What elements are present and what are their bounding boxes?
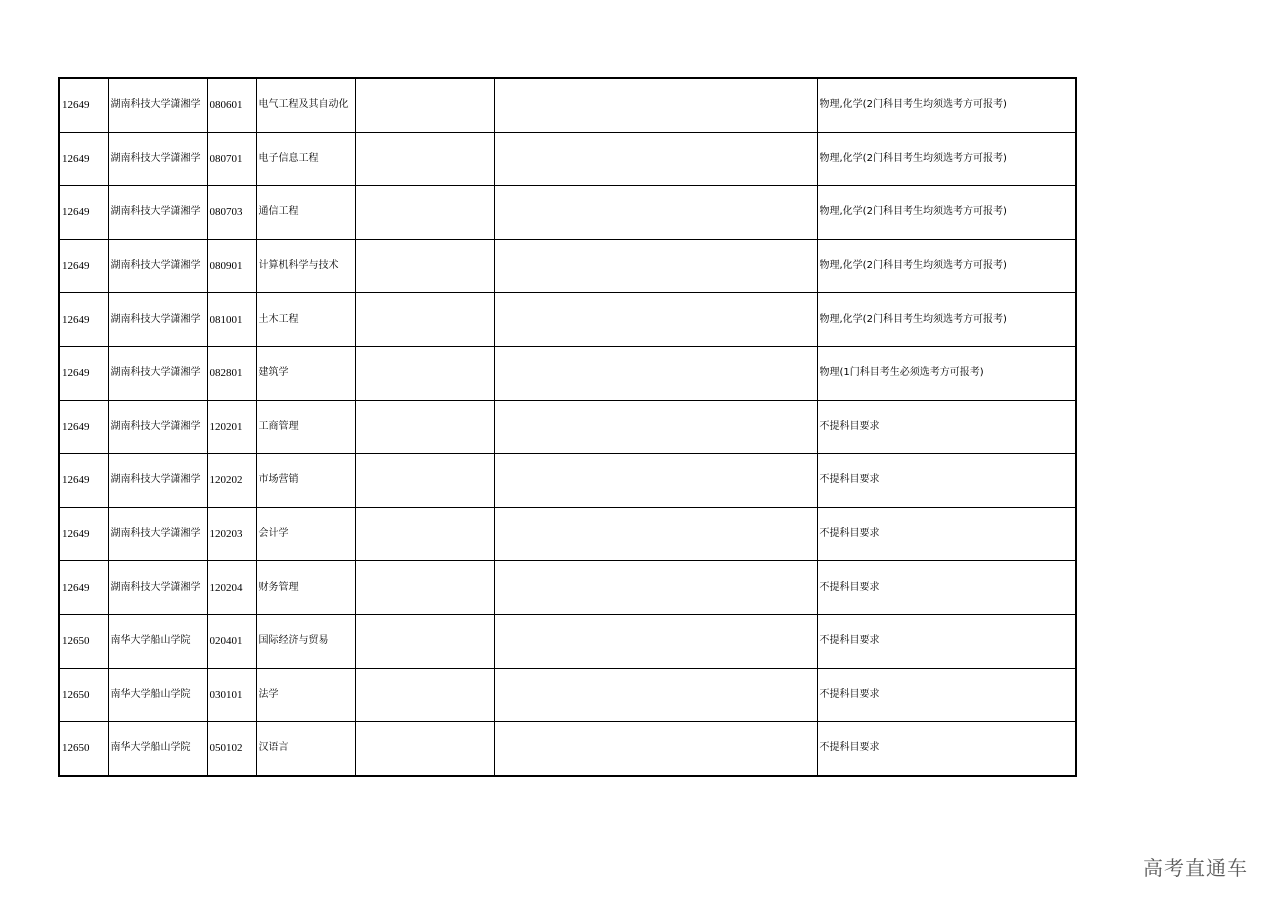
major-name-cell: 土木工程 [256,293,355,347]
school-name-cell: 湖南科技大学潇湘学 [108,400,207,454]
table-row [59,722,1076,776]
blank-cell-6 [494,346,817,400]
blank-cell-5 [355,668,494,722]
table-row [59,614,1076,668]
school-name-cell: 湖南科技大学潇湘学 [108,186,207,240]
major-code-cell: 080901 [207,239,256,293]
school-code-cell: 12650 [59,614,108,668]
subject-requirement-cell: 不提科目要求 [817,668,1076,722]
school-code-cell: 12649 [59,561,108,615]
blank-cell-5 [355,293,494,347]
subject-requirement-cell: 不提科目要求 [817,400,1076,454]
school-code-cell: 12650 [59,668,108,722]
table-row [59,454,1076,508]
table-row [59,132,1076,186]
major-name-cell: 法学 [256,668,355,722]
blank-cell-5 [355,614,494,668]
watermark-logo-text: 高考直通车 [1143,856,1248,880]
school-name-cell: 湖南科技大学潇湘学 [108,239,207,293]
blank-cell-6 [494,722,817,776]
blank-cell-6 [494,400,817,454]
major-code-cell: 080703 [207,186,256,240]
school-code-cell: 12649 [59,293,108,347]
blank-cell-5 [355,346,494,400]
school-name-cell: 南华大学船山学院 [108,668,207,722]
blank-cell-5 [355,132,494,186]
blank-cell-5 [355,507,494,561]
subject-requirement-cell: 不提科目要求 [817,722,1076,776]
school-name-cell: 湖南科技大学潇湘学 [108,78,207,132]
blank-cell-6 [494,507,817,561]
school-name-cell: 湖南科技大学潇湘学 [108,132,207,186]
blank-cell-5 [355,561,494,615]
table-row [59,346,1076,400]
school-name-cell: 南华大学船山学院 [108,614,207,668]
enrollment-table [58,77,1077,777]
blank-cell-6 [494,454,817,508]
blank-cell-6 [494,293,817,347]
school-code-cell: 12649 [59,507,108,561]
blank-cell-5 [355,186,494,240]
enrollment-table-container [58,77,1077,777]
school-name-cell: 湖南科技大学潇湘学 [108,346,207,400]
table-row [59,78,1076,132]
table-row [59,561,1076,615]
subject-requirement-cell: 物理,化学(2门科目考生均须选考方可报考) [817,186,1076,240]
blank-cell-6 [494,614,817,668]
school-name-cell: 湖南科技大学潇湘学 [108,293,207,347]
subject-requirement-cell: 物理,化学(2门科目考生均须选考方可报考) [817,293,1076,347]
school-code-cell: 12649 [59,400,108,454]
major-code-cell: 120202 [207,454,256,508]
school-code-cell: 12649 [59,239,108,293]
major-code-cell: 082801 [207,346,256,400]
school-code-cell: 12649 [59,78,108,132]
major-code-cell: 120204 [207,561,256,615]
major-name-cell: 市场营销 [256,454,355,508]
school-name-cell: 湖南科技大学潇湘学 [108,561,207,615]
school-name-cell: 南华大学船山学院 [108,722,207,776]
major-name-cell: 汉语言 [256,722,355,776]
blank-cell-6 [494,132,817,186]
subject-requirement-cell: 物理,化学(2门科目考生均须选考方可报考) [817,239,1076,293]
major-name-cell: 工商管理 [256,400,355,454]
major-code-cell: 080601 [207,78,256,132]
blank-cell-5 [355,454,494,508]
major-code-cell: 080701 [207,132,256,186]
major-code-cell: 120201 [207,400,256,454]
major-name-cell: 电气工程及其自动化 [256,78,355,132]
school-code-cell: 12649 [59,186,108,240]
major-name-cell: 计算机科学与技术 [256,239,355,293]
school-name-cell: 湖南科技大学潇湘学 [108,507,207,561]
blank-cell-5 [355,239,494,293]
school-code-cell: 12649 [59,346,108,400]
school-code-cell: 12649 [59,132,108,186]
subject-requirement-cell: 物理,化学(2门科目考生均须选考方可报考) [817,132,1076,186]
blank-cell-5 [355,78,494,132]
table-row [59,400,1076,454]
subject-requirement-cell: 不提科目要求 [817,561,1076,615]
major-code-cell: 050102 [207,722,256,776]
major-name-cell: 电子信息工程 [256,132,355,186]
subject-requirement-cell: 不提科目要求 [817,507,1076,561]
blank-cell-6 [494,239,817,293]
table-row [59,507,1076,561]
major-name-cell: 通信工程 [256,186,355,240]
subject-requirement-cell: 不提科目要求 [817,454,1076,508]
blank-cell-6 [494,668,817,722]
major-code-cell: 120203 [207,507,256,561]
blank-cell-5 [355,722,494,776]
major-code-cell: 020401 [207,614,256,668]
subject-requirement-cell: 物理(1门科目考生必须选考方可报考) [817,346,1076,400]
school-code-cell: 12650 [59,722,108,776]
blank-cell-6 [494,561,817,615]
table-row [59,668,1076,722]
school-code-cell: 12649 [59,454,108,508]
table-row [59,239,1076,293]
major-code-cell: 081001 [207,293,256,347]
subject-requirement-cell: 物理,化学(2门科目考生均须选考方可报考) [817,78,1076,132]
blank-cell-5 [355,400,494,454]
major-name-cell: 会计学 [256,507,355,561]
blank-cell-6 [494,78,817,132]
major-name-cell: 建筑学 [256,346,355,400]
table-body [59,78,1076,776]
major-name-cell: 财务管理 [256,561,355,615]
major-code-cell: 030101 [207,668,256,722]
major-name-cell: 国际经济与贸易 [256,614,355,668]
blank-cell-6 [494,186,817,240]
subject-requirement-cell: 不提科目要求 [817,614,1076,668]
table-row [59,186,1076,240]
table-row [59,293,1076,347]
school-name-cell: 湖南科技大学潇湘学 [108,454,207,508]
